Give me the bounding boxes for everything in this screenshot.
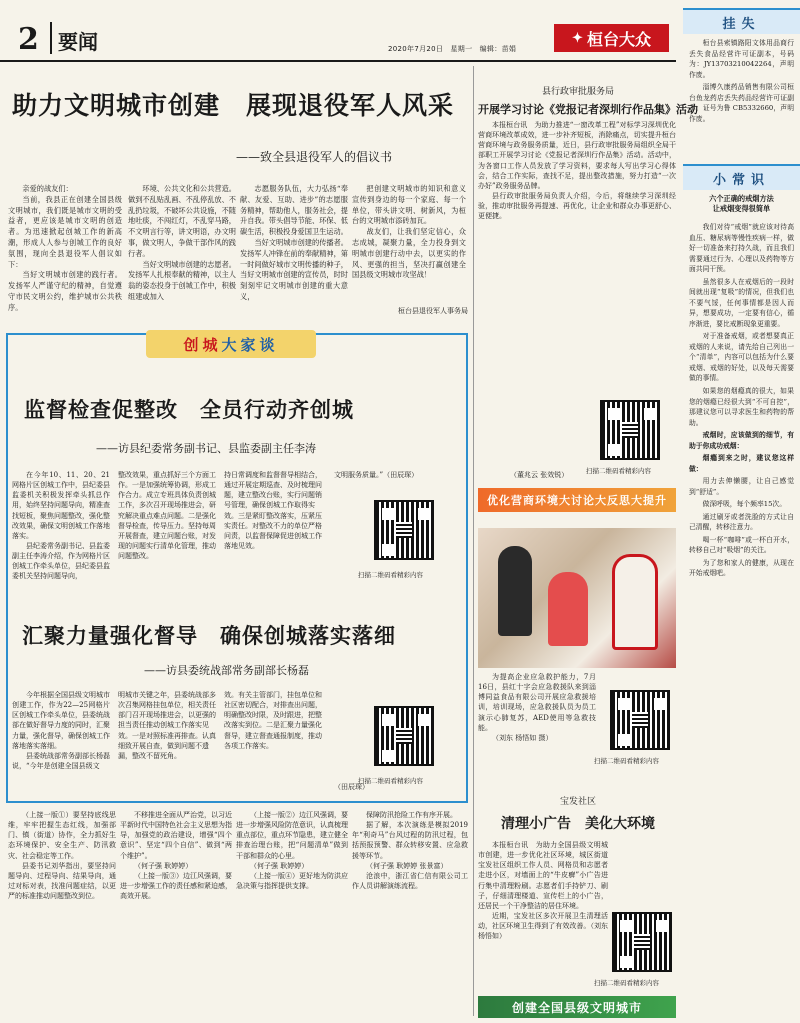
lead-subtitle: ——致全县退役军人的倡议书 <box>236 150 393 164</box>
notice-2: 淄博久康药品销售有限公司桓台鱼龙药店丢失药品经营许可证副本，证号为鲁 CB5332660，声明作废。 <box>689 83 794 123</box>
photo-qr-label: 扫描二维码看精彩内容 <box>594 757 659 765</box>
story1-qr-code[interactable] <box>374 500 434 560</box>
story2-qr-code[interactable] <box>374 706 434 766</box>
r2-banner: 优化营商环境大讨论大反思大提升 <box>478 488 676 512</box>
header-meta: 2020年7月20日 星期一 编辑：苗娟 <box>388 45 517 53</box>
story2-col-3: 效。有关主管部门，挂包单位和社区密切配合，对排查出问题，明确整改时限，及时跟进，把整改落实到位。二是汇聚力量强化督导，建立督查通报制度，推动各项工作落实。 <box>224 691 322 750</box>
story2-qr-label: 扫描二维码看精彩内容 <box>358 777 423 785</box>
r1-title: 开展学习讨论《党报记者深圳行作品集》活动 <box>478 103 698 116</box>
tip-1: 我们对待“戒烟”就应该对待高血压、糖尿病等慢性疾病一样，做好一切准备来打持久战，而且我们需要通过行为、心理以及药物等方面共同干预。 <box>689 223 794 274</box>
newspaper-logo <box>554 24 669 52</box>
photo-qr-code[interactable] <box>610 690 670 750</box>
section-name: 要闻 <box>58 30 98 54</box>
header-divider <box>50 22 52 54</box>
story1-col-4: 文明服务质量。”（田辰琛） <box>334 471 419 479</box>
tip-3: 对于准备戒烟，或者想要真正戒烟的人来说，请先给自己列出一个“清单”，内容可以包括为什么要戒烟、戒烟的好处，以及每天需要做的事情。 <box>689 332 794 383</box>
r1-byline: （董兆云 张效锐） <box>510 471 569 479</box>
tip-8: 做深呼吸，每个频率15次。 <box>702 500 787 509</box>
bottom-col-4: 保障防汛抢险工作有序开展。 据了解，本次演练是模拟2019年“利奇马”台风过程的防汛过程，包括预报预警、群众转移安置、应急救援等环节。 （何子强 耿婷婷 张景富） 沧浪中，浙江省仁信有限公司工作人员讲解演练流程。 <box>352 811 468 890</box>
story1-col-3: 持日常调度和监督督导相结合，通过开展定期巡查、及时梳理问题，建立整改台账，实行问题销号管理，确保创城工作取得实效。三是紧盯整改落实，压紧压实责任。对整改不力的单位严格问责，以监督保障促进创城工作落地见效。 <box>224 471 322 550</box>
tip-10: 喝一杯“咖啡”或一杯白开水，转移自己对“吸烟”的关注。 <box>689 535 794 555</box>
box2-text <box>683 218 800 1008</box>
story2-title: 汇聚力量强化督导 确保创城落实落细 <box>22 623 396 648</box>
column-divider <box>473 66 474 1016</box>
story1-subtitle: ——访县纪委常务副书记、县监委副主任李涛 <box>96 442 316 455</box>
tip-6: 烟瘾到来之时，建议您这样做： <box>689 454 794 473</box>
box1-title: 挂失 <box>683 8 800 34</box>
bottom-col-2: 不移推进全面从严治党，以习近平新时代中国特色社会主义思想为指导，加强党的政治建设，增强“四个意识”、坚定“四个自信”、做到“两个维护”。 （何子强 耿婷婷） （上接一版③）边江风强调，要进一步增强工作的责任感和紧迫感，高效开展。 <box>120 811 232 901</box>
story2-col-2: 明城市关键之年，县委统战部多次召集网格挂包单位，相关责任部门召开现场推进会，以更强的担当责任推动创城工作落实见效。一是对照标准再排查。认真细致开展自查，做到问题不遗漏，整改不留死角。 <box>118 691 216 760</box>
story2-col-4: （田辰琛） <box>334 783 369 791</box>
lead-col-1: 亲爱的战友们： 当前，我县正在创建全国县级文明城市，我们既是城市文明的受益者，更应该是城市文明的创造者。为迅速掀起创城工作的新高潮，形成人人参与创城工作的良好氛围，现向全县退役军人倡议如下： 当好文明城市创建的践行者。发扬军人严谨守纪的精神，自觉遵守市民文明公约，维护城市公共秩序。 <box>8 184 122 312</box>
r3-kicker: 宝发社区 <box>559 797 596 807</box>
banner-part-b: 大家谈 <box>221 335 279 354</box>
r1-qr-label: 扫描二维码看精彩内容 <box>586 467 651 475</box>
box1-text <box>683 34 800 164</box>
photo-figure-1 <box>498 546 532 636</box>
header-rule <box>0 60 676 62</box>
footer-banner: 创建全国县级文明城市 <box>478 996 676 1018</box>
r3-qr-label: 扫描二维码看精彩内容 <box>594 979 659 987</box>
story2-col-1: 今年根据全国县级文明城市创建工作，作为22—25网格片区创城工作牵头单位，县委统战部在做好督导力度的同时，汇聚力量，强化督导，确保创城工作落地落实落细。 县委统战部常务副部长杨磊说，“今年是创建全国县级文 <box>12 691 110 770</box>
feature-banner <box>146 330 316 358</box>
lead-col-4: 把创建文明城市的知识和意义宣传到身边的每一个家庭、每一个单位，带头讲文明、树新风，为桓台的文明城市添砖加瓦。 战友们，让我们坚定信心，众志成城，凝聚力量，全力投身到文明城市创建行动中去，以更实的作风、更强的担当，坚决打赢创建全国县级文明城市攻坚战！ <box>352 184 466 280</box>
story2-subtitle: ——访县委统战部常务副部长杨磊 <box>144 664 309 677</box>
story1-col-2: 整改效果，重点抓好三个方面工作。一是加强统筹协调，形成工作合力。成立专班具体负责创城工作，多次召开现场推进会，研究解决重点难点问题。二是强化督导检查，传导压力。坚持每周开展督查，建立问题台账，对发现的问题实行清单化管理，推动问题整改。 <box>118 471 216 561</box>
photo-figure-3 <box>612 554 658 650</box>
photo-caption: 为提高企业应急救护能力，7月16日，县红十字会应急救援队来到淄博同益食品有限公司开展应急救援培训，培训现场，应急救援队员为员工演示心肺复苏，AED使用等急救技能。 （刘东 杨悟如 摄） <box>478 673 596 742</box>
lead-signature: 桓台县退役军人事务局 <box>398 307 468 315</box>
box2-heading: 六个正确的戒烟方法 让戒烟变得很简单 <box>709 194 774 213</box>
banner-part-a: 创城 <box>183 335 222 354</box>
r3-header <box>478 794 678 833</box>
lead-col-2: 环境、公共文化和公共营造。做到不乱贴乱画、不乱停乱放、不乱扔垃圾，不破坏公共设施，不随地吐痰，不闯红灯，不乱穿马路，不文明言行等，讲文明语，办文明事，做文明人，争做干部作风的践行者。 当好文明城市创建的志愿者。发扬军人扎根奉献的精神，以主人翁的姿态投身于创城工作中，积极组建或加入 <box>128 184 236 301</box>
r1-header <box>478 84 698 117</box>
tip-2: 虽然很多人在戒烟后的一段时间就出现“复吸”的情况，但我们也不要气馁，任何事情都是因人而异，想要成功，一定要有信心，循序渐进，要比戒断现象更重要。 <box>689 277 794 328</box>
page-header <box>0 0 676 64</box>
story1-col-1: 在今年10、11、20、21网格片区创城工作中，县纪委县监委机关积极发挥牵头抓总作用，始终坚持问题导向，精准查找短板，聚焦问题整改，强化整改效果，确保文明创城工作落地落实。 县纪委常务副书记、县监委副主任李涛介绍，作为网格片区创城工作牵头单位，县纪委县监委机关坚持问题导向， <box>12 471 110 581</box>
tip-7: 用力去伸懒腰，让自己感觉到“舒适”。 <box>689 477 794 496</box>
first-aid-photo <box>478 528 676 668</box>
story1-title: 监督检查促整改 全员行动齐创城 <box>24 397 354 422</box>
tip-11: 为了您和家人的健康，从现在开始戒烟吧。 <box>689 558 794 578</box>
bottom-col-3: （上接一版②）边江风强调，要进一步增强风险防范意识，认真梳理重点部位，重点环节隐患，建立健全排查治理台账，把“问题清单”做到干部和群众的心里。 （何子强 耿婷婷） （上接一版④）更好地为防洪应急决策与指挥提供支撑。 <box>236 811 348 890</box>
r3-qr-code[interactable] <box>612 912 672 972</box>
logo-text: 桓台大众 <box>586 29 651 49</box>
logo-star-icon: ✦ <box>572 30 583 46</box>
photo-figure-2 <box>548 572 588 646</box>
tip-4: 如果您的烟瘾真的很大，如果您的烟瘾已经很大到“不可自控”，那建议您可以寻求医生和药物的帮助。 <box>689 386 794 427</box>
box2-title: 小常识 <box>683 164 800 190</box>
r1-body: 本报桓台讯 为助力推进“一窗改革工程”对标学习深圳优化营商环境改革成效，进一步补齐短板，消除痛点，切实提升桓台营商环境与政务服务质量，近日，县行政审批服务局组织全局干部职工开展学习讨论《党报记者深圳行作品集》活动。活动中，为各窗口工作人员发放了学习资料，要求每人写出学习心得体会，结合工作实际，查找不足，提出整改措施，努力打造“一次办好”政务服务品牌。 县行政审批服务局负责人介绍，今后，将继续学习深圳经验，推动审批服务再提速、再优化，让企业和群众办事更舒心、更便捷。 <box>478 121 676 221</box>
lead-title: 助力文明城市创建 展现退役军人风采 <box>12 91 455 120</box>
right-sidebar <box>683 0 800 1023</box>
r3-title: 清理小广告 美化大环境 <box>501 816 655 832</box>
story1-qr-label: 扫描二维码看精彩内容 <box>358 571 423 579</box>
lead-col-3: 志愿服务队伍，大力弘扬“奉献、友爱、互助、进步”的志愿服务精神，帮助他人，服务社会，提升自我。带头倡导节能、环保、低碳生活，积极投身爱国卫生运动。 当好文明城市创建的传播者。发扬军人冲锋在前的奉献精神，第一时间做好城市文明传播的种子，当好文明城市创建的宣传员，时时刻刻牢记文明城市创建的重大意义， <box>240 184 348 301</box>
bottom-col-1: （上接一版①）要坚持底线思维，牢牢把握生态红线，加强部门、镇（街道）协作，全力抓好生态环境保护、安全生产、防汛救灾、社会稳定等工作。 县委书记刘华指出，要坚持问题导向、过程导向、结果导向，通过对标对表，找准问题症结，以更严的标准推动问题整改到位。 <box>8 811 116 901</box>
tip-5: 戒烟时，应该做到的细节，有助于你成功戒烟： <box>689 431 794 450</box>
r1-qr-code[interactable] <box>600 400 660 460</box>
page-number: 2 <box>18 22 39 57</box>
r1-kicker: 县行政审批服务局 <box>541 87 614 97</box>
tip-9: 通过刷牙或者洗脸的方式让自己清醒，转移注意力。 <box>689 512 794 532</box>
r3-body: 本报桓台讯 为助力全国县级文明城市创建，进一步优化社区环境，城区街道宝发社区组织工作人员、网格员和志愿者走进小区，对墙面上的“牛皮癣”小广告进行集中清理粉刷。志愿者们手持铲刀、刷子，仔细清理楼道、宣传栏上的小广告，还居民一个干净整洁的居住环境。 近期，宝发社区多次开展卫生清理活动，社区环境卫生得到了有效改善。（刘东 杨悟如） <box>478 841 608 941</box>
notice-1: 桓台县索镇路阳文体用品商行丢失食品经营许可证副本，号码为：JY13703210042264，声明作废。 <box>689 39 794 79</box>
